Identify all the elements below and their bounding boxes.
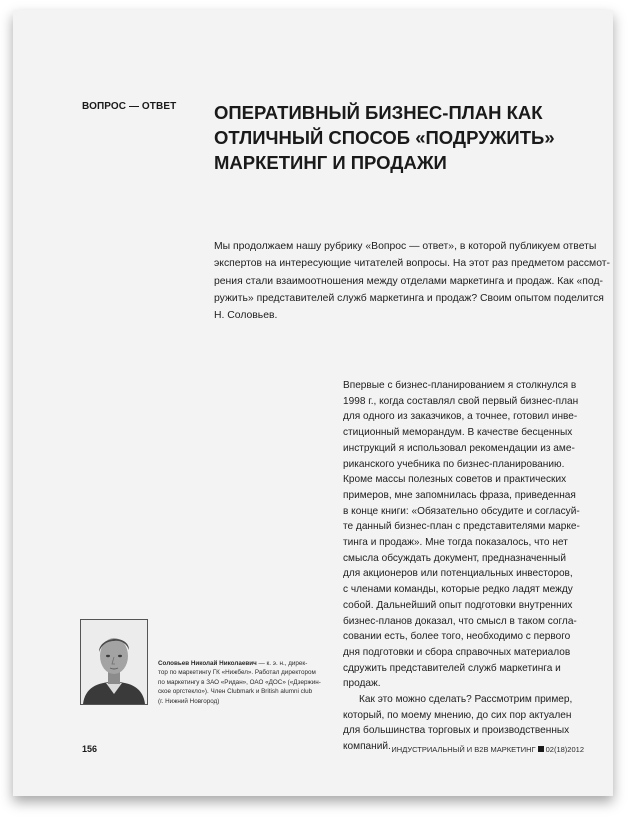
caption-text: — к. э. н., дирек- xyxy=(256,660,308,667)
lead-paragraph xyxy=(214,238,610,324)
body-line: бизнес-планов доказал, что смысл в таком согла- xyxy=(343,615,577,627)
body-line: риканского учебника по бизнес-планированию. xyxy=(343,458,565,470)
caption-line: тор по маркетингу ГК «Нижбел». Работал директором xyxy=(158,669,316,677)
lead-line: Н. Соловьев. xyxy=(214,310,278,322)
body-line: тинга и продаж». Мне тогда показалось, что нет xyxy=(343,537,568,549)
author-name: Соловьев Николай Николаевич xyxy=(158,660,257,667)
body-line: для акционеров или потенциальных инвесторов, xyxy=(343,568,573,580)
author-portrait-icon xyxy=(81,620,147,704)
square-icon xyxy=(538,746,544,752)
body-line: смысла обсуждать документ, предназначенный xyxy=(343,552,566,564)
lead-line: экспертов на интересующие читателей вопросы. На этот раз предметом рассмот- xyxy=(214,258,610,270)
body-line: совании есть, более того, необходимо с первого xyxy=(343,631,571,643)
body-line: Как это можно сделать? Рассмотрим пример, xyxy=(359,694,573,706)
caption-line: по маркетингу в ЗАО «Ридан», ОАО «ДОС» («Дзержин- xyxy=(158,678,321,686)
lead-line: рения стали взаимоотношения между отделами маркетинга и продаж. Как «под- xyxy=(214,275,603,287)
body-line: с членами команды, которые редко ладят между xyxy=(343,584,573,596)
body-line: собой. Дальнейший опыт подготовки внутренних xyxy=(343,599,573,611)
caption-line: (г. Нижний Новгород) xyxy=(158,697,220,705)
magazine-name: ИНДУСТРИАЛЬНЫЙ И B2B МАРКЕТИНГ xyxy=(391,745,536,754)
caption-line: ское оргстекло»). Член Clubmark и British alumni club xyxy=(158,688,313,696)
body-line: который, по моему мнению, до сих пор актуален xyxy=(343,709,572,721)
body-line: Кроме массы полезных советов и практических xyxy=(343,474,567,486)
page-number: 156 xyxy=(82,744,98,754)
body-line: в конце книги: «Обязательно обсудите и согласуй- xyxy=(343,505,580,517)
body-line: компаний. xyxy=(343,741,391,753)
body-line: для одного из заказчиков, а точнее, готовил инве- xyxy=(343,411,578,423)
body-line: сдружить представителей служб маркетинга и xyxy=(343,662,561,674)
body-line: для большинства торговых и производственных xyxy=(343,725,570,737)
article-title xyxy=(214,100,594,175)
footer-magazine xyxy=(391,745,584,754)
body-line: те данный бизнес-план с представителями марке- xyxy=(343,521,580,533)
title-line: ОТЛИЧНЫЙ СПОСОБ «ПОДРУЖИТЬ» xyxy=(214,127,555,148)
body-line: дня подготовки и сбора справочных материалов xyxy=(343,646,571,658)
caption-line xyxy=(158,659,308,668)
title-line: ОПЕРАТИВНЫЙ БИЗНЕС-ПЛАН КАК xyxy=(214,102,543,123)
author-photo xyxy=(80,619,148,705)
body-line: 1998 г., когда составлял свой первый бизнес-план xyxy=(343,395,579,407)
author-caption xyxy=(158,659,321,706)
issue-number: 02(18)2012 xyxy=(545,745,584,754)
lead-line: Мы продолжаем нашу рубрику «Вопрос — ответ», в которой публикуем ответы xyxy=(214,241,597,252)
body-line: инструкций я использовал рекомендации из аме- xyxy=(343,442,575,454)
body-line: примеров, мне запомнилась фраза, приведенная xyxy=(343,489,576,501)
body-line: Впервые с бизнес-планированием я столкнулся в xyxy=(343,380,577,391)
lead-line: ружить» представителей служб маркетинга и продаж? Своим опытом поделится xyxy=(214,292,604,304)
rubric-label: ВОПРОС — ОТВЕТ xyxy=(82,101,177,112)
title-line: МАРКЕТИНГ И ПРОДАЖИ xyxy=(214,152,447,173)
body-line: продаж. xyxy=(343,678,381,690)
article-body xyxy=(343,378,589,755)
body-line: стиционный меморандум. В качестве бесценных xyxy=(343,427,573,439)
